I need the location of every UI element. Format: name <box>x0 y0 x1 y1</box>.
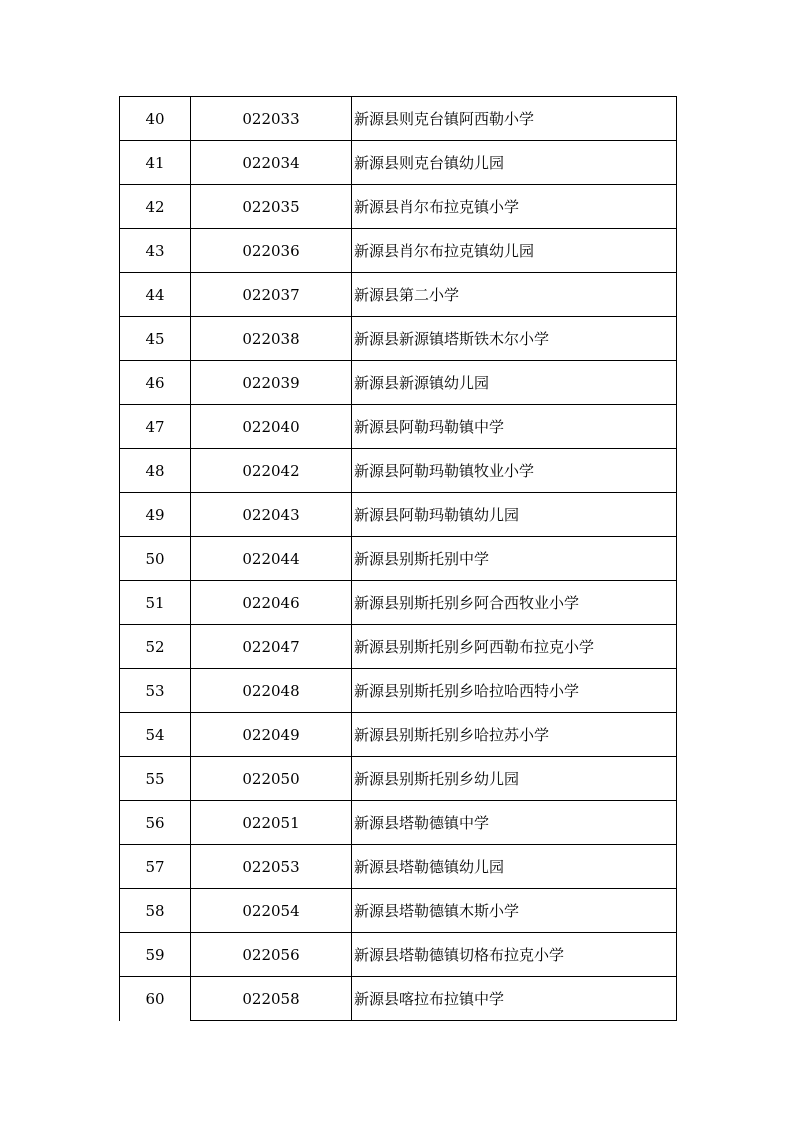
row-number-cell: 40 <box>120 97 191 141</box>
row-number-cell: 45 <box>120 317 191 361</box>
row-number-cell: 49 <box>120 493 191 537</box>
table-row <box>120 889 677 933</box>
table-row <box>120 713 677 757</box>
row-number-cell: 52 <box>120 625 191 669</box>
school-code-cell: 022037 <box>191 273 352 317</box>
school-name-cell: 新源县阿勒玛勒镇幼儿园 <box>352 493 677 537</box>
row-number-cell: 51 <box>120 581 191 625</box>
table-row <box>120 273 677 317</box>
school-name-cell: 新源县别斯托别乡幼儿园 <box>352 757 677 801</box>
school-name-cell: 新源县阿勒玛勒镇牧业小学 <box>352 449 677 493</box>
school-name-cell: 新源县阿勒玛勒镇中学 <box>352 405 677 449</box>
school-code-cell: 022047 <box>191 625 352 669</box>
school-code-cell: 022054 <box>191 889 352 933</box>
school-name-cell: 新源县肖尔布拉克镇小学 <box>352 185 677 229</box>
school-code-cell: 022036 <box>191 229 352 273</box>
table-row <box>120 97 677 141</box>
table-row <box>120 493 677 537</box>
school-code-cell: 022040 <box>191 405 352 449</box>
school-name-cell: 新源县第二小学 <box>352 273 677 317</box>
table-row <box>120 361 677 405</box>
table-row <box>120 801 677 845</box>
school-code-cell: 022049 <box>191 713 352 757</box>
row-number-cell: 57 <box>120 845 191 889</box>
row-number-cell: 55 <box>120 757 191 801</box>
row-number-cell: 53 <box>120 669 191 713</box>
school-code-cell: 022048 <box>191 669 352 713</box>
school-code-cell: 022035 <box>191 185 352 229</box>
school-name-cell: 新源县别斯托别中学 <box>352 537 677 581</box>
school-code-cell: 022058 <box>191 977 352 1021</box>
school-code-cell: 022044 <box>191 537 352 581</box>
row-number-cell: 41 <box>120 141 191 185</box>
school-name-cell: 新源县别斯托别乡阿合西牧业小学 <box>352 581 677 625</box>
table-row <box>120 845 677 889</box>
table-row <box>120 581 677 625</box>
school-name-cell: 新源县新源镇塔斯铁木尔小学 <box>352 317 677 361</box>
table-row <box>120 229 677 273</box>
row-number-cell: 44 <box>120 273 191 317</box>
table-row <box>120 317 677 361</box>
table-row <box>120 185 677 229</box>
school-name-cell: 新源县则克台镇幼儿园 <box>352 141 677 185</box>
school-name-cell: 新源县肖尔布拉克镇幼儿园 <box>352 229 677 273</box>
row-number-cell: 58 <box>120 889 191 933</box>
school-name-cell: 新源县塔勒德镇木斯小学 <box>352 889 677 933</box>
row-number-cell: 47 <box>120 405 191 449</box>
school-name-cell: 新源县别斯托别乡哈拉哈西特小学 <box>352 669 677 713</box>
table-row <box>120 977 677 1021</box>
table-row <box>120 141 677 185</box>
table-row <box>120 449 677 493</box>
school-code-cell: 022033 <box>191 97 352 141</box>
row-number-cell: 54 <box>120 713 191 757</box>
row-number-cell: 46 <box>120 361 191 405</box>
school-name-cell: 新源县塔勒德镇幼儿园 <box>352 845 677 889</box>
table-row <box>120 669 677 713</box>
school-code-cell: 022056 <box>191 933 352 977</box>
school-code-cell: 022039 <box>191 361 352 405</box>
row-number-cell: 42 <box>120 185 191 229</box>
school-name-cell: 新源县塔勒德镇中学 <box>352 801 677 845</box>
table-row <box>120 625 677 669</box>
school-code-cell: 022038 <box>191 317 352 361</box>
school-code-cell: 022046 <box>191 581 352 625</box>
school-code-cell: 022034 <box>191 141 352 185</box>
row-number-cell: 56 <box>120 801 191 845</box>
school-code-cell: 022050 <box>191 757 352 801</box>
row-number-cell: 60 <box>120 977 191 1021</box>
school-name-cell: 新源县新源镇幼儿园 <box>352 361 677 405</box>
row-number-cell: 48 <box>120 449 191 493</box>
school-code-cell: 022051 <box>191 801 352 845</box>
school-code-cell: 022043 <box>191 493 352 537</box>
school-name-cell: 新源县塔勒德镇切格布拉克小学 <box>352 933 677 977</box>
school-name-cell: 新源县则克台镇阿西勒小学 <box>352 97 677 141</box>
table-row <box>120 537 677 581</box>
table-row <box>120 933 677 977</box>
row-number-cell: 59 <box>120 933 191 977</box>
row-number-cell: 43 <box>120 229 191 273</box>
table-body <box>120 97 677 1021</box>
row-number-cell: 50 <box>120 537 191 581</box>
school-name-cell: 新源县别斯托别乡哈拉苏小学 <box>352 713 677 757</box>
school-name-cell: 新源县喀拉布拉镇中学 <box>352 977 677 1021</box>
school-name-cell: 新源县别斯托别乡阿西勒布拉克小学 <box>352 625 677 669</box>
table-row <box>120 757 677 801</box>
school-code-table <box>119 96 677 1021</box>
school-code-cell: 022042 <box>191 449 352 493</box>
school-code-cell: 022053 <box>191 845 352 889</box>
table-row <box>120 405 677 449</box>
